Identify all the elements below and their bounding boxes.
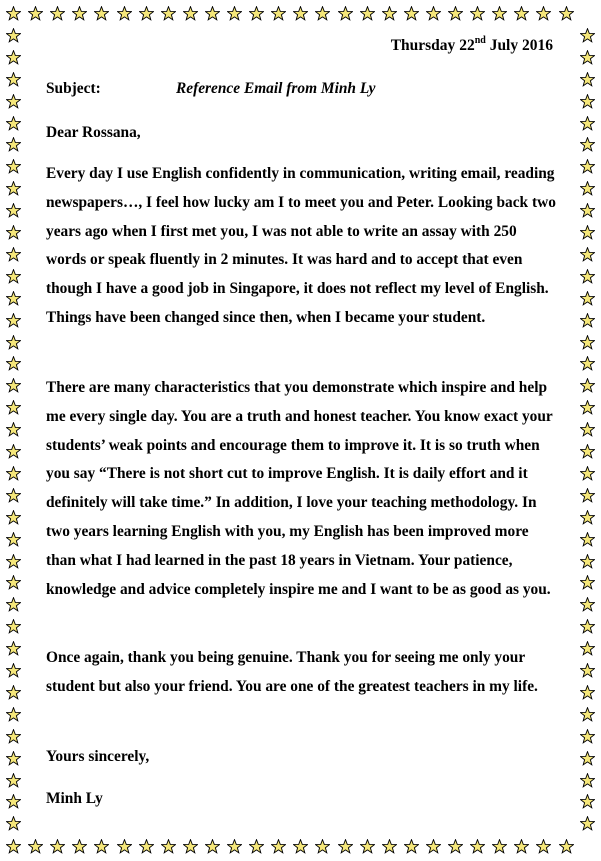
star-icon: [28, 839, 43, 854]
date-day: 22: [459, 37, 475, 54]
signature: Minh Ly: [46, 790, 103, 807]
star-icon: [183, 6, 198, 21]
letter-date: [391, 37, 553, 55]
star-icon: [514, 6, 529, 21]
star-icon: [6, 137, 21, 152]
star-icon: [448, 6, 463, 21]
star-icon: [580, 422, 595, 437]
star-icon: [6, 794, 21, 809]
star-icon: [559, 6, 574, 21]
star-icon: [6, 773, 21, 788]
star-icon: [271, 839, 286, 854]
star-icon: [580, 335, 595, 350]
star-icon: [28, 6, 43, 21]
star-icon: [249, 6, 264, 21]
star-icon: [580, 247, 595, 262]
star-icon: [580, 181, 595, 196]
star-icon: [514, 839, 529, 854]
star-icon: [470, 6, 485, 21]
star-icon: [6, 313, 21, 328]
star-icon: [580, 28, 595, 43]
star-icon: [580, 269, 595, 284]
star-icon: [580, 510, 595, 525]
star-icon: [6, 116, 21, 131]
star-icon: [139, 6, 154, 21]
star-icon: [536, 839, 551, 854]
star-icon: [72, 6, 87, 21]
star-icon: [580, 488, 595, 503]
star-icon: [6, 269, 21, 284]
star-icon: [161, 6, 176, 21]
star-icon: [6, 444, 21, 459]
star-icon: [205, 6, 220, 21]
star-icon: [580, 444, 595, 459]
star-icon: [580, 707, 595, 722]
star-icon: [293, 839, 308, 854]
star-icon: [293, 6, 308, 21]
star-icon: [94, 6, 109, 21]
date-day-suffix: nd: [474, 35, 486, 46]
star-icon: [360, 839, 375, 854]
star-icon: [6, 94, 21, 109]
star-icon: [580, 203, 595, 218]
star-icon: [580, 466, 595, 481]
star-icon: [404, 6, 419, 21]
star-icon: [580, 72, 595, 87]
star-icon: [580, 575, 595, 590]
star-icon: [6, 816, 21, 831]
star-icon: [338, 6, 353, 21]
star-icon: [580, 773, 595, 788]
star-icon: [227, 6, 242, 21]
star-icon: [6, 6, 21, 21]
star-icon: [6, 247, 21, 262]
star-icon: [205, 839, 220, 854]
star-icon: [470, 839, 485, 854]
star-icon: [426, 839, 441, 854]
star-icon: [580, 50, 595, 65]
star-icon: [559, 839, 574, 854]
star-icon: [448, 839, 463, 854]
star-icon: [249, 839, 264, 854]
star-icon: [227, 839, 242, 854]
star-icon: [117, 839, 132, 854]
star-icon: [580, 291, 595, 306]
star-icon: [6, 839, 21, 854]
subject-line: [46, 80, 376, 98]
star-icon: [6, 400, 21, 415]
paragraph-1: Every day I use English confidently in communication, writing email, reading newspapers…, I feel how lucky am I to meet you and Peter. Looking back two years ago when I first met you, I was not able to write an assay with 250 words or speak fluently in 2 minutes. It was hard and to accept that even though I have a good job in Singapore, it does not reflect my level of English. Things have been changed since then, when I became your student.: [46, 165, 556, 326]
star-icon: [6, 335, 21, 350]
star-icon: [580, 137, 595, 152]
star-icon: [580, 532, 595, 547]
star-icon: [50, 6, 65, 21]
star-icon: [6, 641, 21, 656]
star-icon: [6, 751, 21, 766]
star-icon: [6, 663, 21, 678]
star-icon: [6, 50, 21, 65]
star-icon: [6, 159, 21, 174]
star-icon: [580, 729, 595, 744]
star-icon: [72, 839, 87, 854]
star-icon: [6, 685, 21, 700]
star-icon: [382, 6, 397, 21]
star-icon: [271, 6, 286, 21]
star-icon: [6, 532, 21, 547]
star-icon: [6, 488, 21, 503]
star-icon: [6, 466, 21, 481]
greeting: Dear Rossana,: [46, 124, 141, 141]
star-icon: [580, 378, 595, 393]
star-icon: [161, 839, 176, 854]
star-icon: [426, 6, 441, 21]
star-icon: [6, 356, 21, 371]
star-icon: [6, 597, 21, 612]
star-icon: [360, 6, 375, 21]
star-icon: [580, 356, 595, 371]
star-icon: [492, 839, 507, 854]
star-icon: [117, 6, 132, 21]
star-icon: [536, 6, 551, 21]
star-icon: [580, 641, 595, 656]
star-icon: [6, 378, 21, 393]
star-icon: [6, 510, 21, 525]
star-icon: [6, 28, 21, 43]
star-icon: [580, 619, 595, 634]
star-icon: [580, 751, 595, 766]
star-icon: [580, 597, 595, 612]
star-icon: [580, 794, 595, 809]
star-icon: [580, 225, 595, 240]
closing: Yours sincerely,: [46, 748, 150, 765]
star-icon: [315, 839, 330, 854]
date-month-year: July 2016: [489, 37, 553, 54]
star-icon: [6, 554, 21, 569]
star-icon: [6, 729, 21, 744]
star-icon: [6, 181, 21, 196]
star-icon: [580, 685, 595, 700]
star-icon: [139, 839, 154, 854]
star-icon: [404, 839, 419, 854]
paragraph-3: Once again, thank you being genuine. Thank you for seeing me only your student but also your friend. You are one of the greatest teachers in my life.: [46, 649, 538, 695]
star-icon: [580, 554, 595, 569]
star-icon: [6, 203, 21, 218]
star-icon: [50, 839, 65, 854]
star-icon: [6, 291, 21, 306]
star-icon: [315, 6, 330, 21]
star-icon: [6, 575, 21, 590]
star-icon: [338, 839, 353, 854]
star-icon: [6, 422, 21, 437]
star-icon: [6, 225, 21, 240]
star-icon: [94, 839, 109, 854]
star-icon: [580, 159, 595, 174]
star-icon: [580, 116, 595, 131]
star-icon: [382, 839, 397, 854]
star-icon: [580, 663, 595, 678]
star-icon: [6, 707, 21, 722]
subject-label: Subject:: [46, 80, 101, 97]
star-icon: [6, 619, 21, 634]
subject-value: Reference Email from Minh Ly: [176, 80, 376, 97]
date-weekday: Thursday: [390, 37, 456, 54]
star-icon: [183, 839, 198, 854]
star-icon: [580, 816, 595, 831]
star-icon: [6, 72, 21, 87]
star-icon: [580, 313, 595, 328]
star-icon: [492, 6, 507, 21]
star-icon: [580, 400, 595, 415]
star-icon: [580, 94, 595, 109]
paragraph-2: There are many characteristics that you demonstrate which inspire and help me every single day. You are a truth and honest teacher. You know exact your students’ weak points and encourage them to improve it. It is so truth when you say “There is not short cut to improve English. It is daily effort and it definitely will take time.” In addition, I love your teaching methodology. In two years learning English with you, my English has been improved more than what I had learned in the past 18 years in Vietnam. Your patience, knowledge and advice completely inspire me and I want to be as good as you.: [46, 379, 553, 598]
